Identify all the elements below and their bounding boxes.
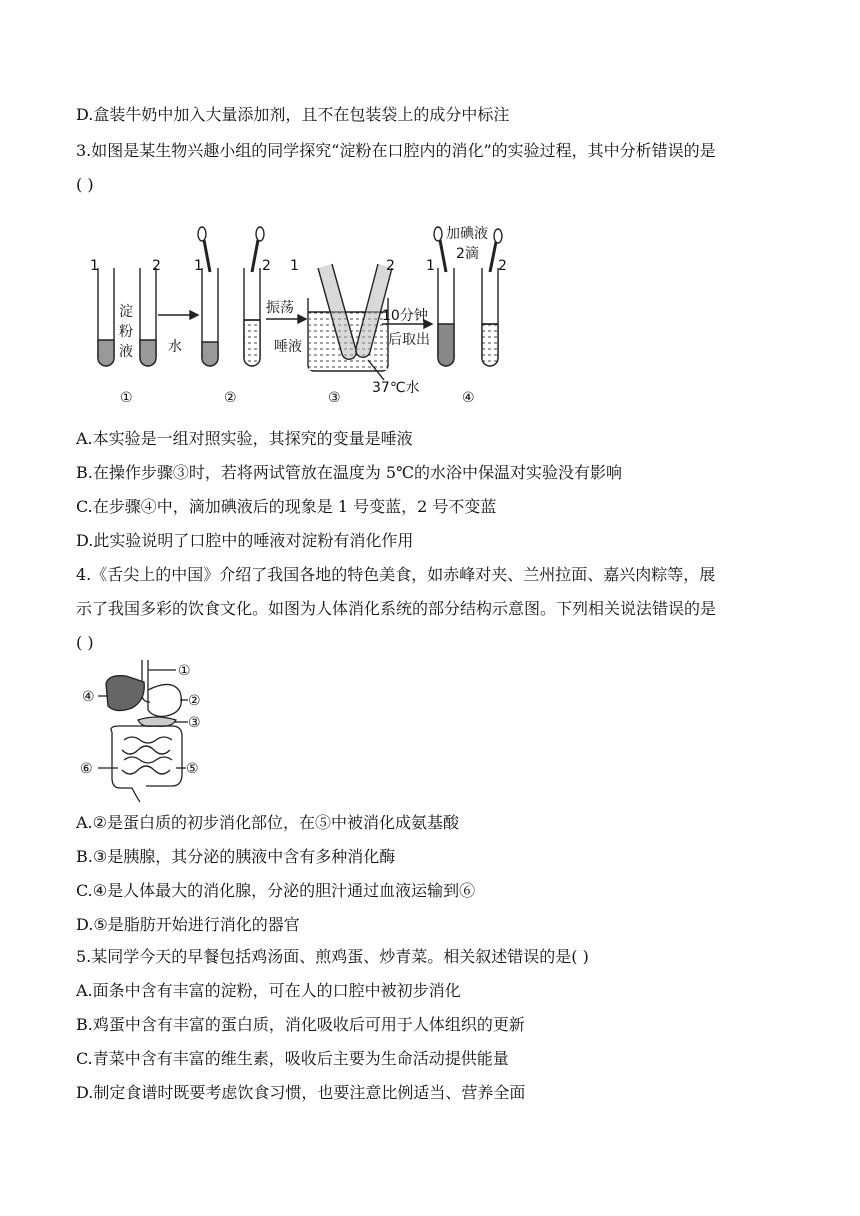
q4-stem-line1: 4.《舌尖上的中国》介绍了我国各地的特色美食，如赤峰对夹、兰州拉面、嘉兴肉粽等，展: [76, 565, 716, 584]
q3-step4-tube2: 2: [498, 258, 507, 274]
q4-label-3: ③: [188, 715, 201, 731]
q3-step2-tube2: 2: [262, 258, 271, 274]
q3-saliva-label: 唾液: [274, 339, 302, 355]
q4-option-a: A.②是蛋白质的初步消化部位，在⑤中被消化成氨基酸: [76, 813, 459, 832]
q3-step3-tube2: 2: [386, 258, 395, 274]
q3-tube-label-2: 2: [152, 258, 161, 274]
q3-stem-line2: ( ): [76, 175, 94, 194]
q3-step4-tube1: 1: [426, 258, 435, 274]
q3-iodine-label-1: 加碘液: [446, 226, 488, 242]
q3-bath-label: 37℃水: [372, 380, 420, 396]
q3-step-label-4: ④: [462, 390, 475, 406]
q3-experiment-figure: [86, 220, 526, 410]
q3-option-c: C.在步骤④中，滴加碘液后的现象是 1 号变蓝，2 号不变蓝: [76, 497, 497, 516]
q4-option-d: D.⑤是脂肪开始进行消化的器官: [76, 915, 300, 934]
q4-label-6: ⑥: [80, 761, 93, 777]
q3-shake-label: 振荡: [266, 300, 294, 316]
q3-time-label-2: 后取出: [388, 332, 430, 348]
q4-label-1: ①: [178, 663, 191, 679]
q4-stem-line3: ( ): [76, 633, 94, 652]
q3-step3-tube1: 1: [290, 258, 299, 274]
q3-step-label-1: ①: [120, 390, 133, 406]
q3-water-label: 水: [168, 339, 182, 355]
q5-option-b: B.鸡蛋中含有丰富的蛋白质，消化吸收后可用于人体组织的更新: [76, 1015, 525, 1034]
q5-option-d: D.制定食谱时既要考虑饮食习惯，也要注意比例适当、营养全面: [76, 1083, 526, 1102]
q4-digestive-system-figure: [76, 656, 216, 806]
q4-label-5: ⑤: [186, 761, 199, 777]
q3-option-a: A.本实验是一组对照实验，其探究的变量是唾液: [76, 429, 413, 448]
q3-option-d: D.此实验说明了口腔中的唾液对淀粉有消化作用: [76, 531, 414, 550]
q5-stem: 5.某同学今天的早餐包括鸡汤面、煎鸡蛋、炒青菜。相关叙述错误的是( ): [76, 947, 589, 966]
q5-option-a: A.面条中含有丰富的淀粉，可在人的口腔中被初步消化: [76, 981, 461, 1000]
q3-stem-line1: 3.如图是某生物兴趣小组的同学探究“淀粉在口腔内的消化”的实验过程，其中分析错误的是: [76, 141, 716, 160]
q4-option-c: C.④是人体最大的消化腺，分泌的胆汁通过血液运输到⑥: [76, 881, 476, 900]
q3-iodine-label-2: 2滴: [456, 246, 479, 262]
q3-tube-label-1: 1: [90, 258, 99, 274]
q4-stem-line2: 示了我国多彩的饮食文化。如图为人体消化系统的部分结构示意图。下列相关说法错误的是: [76, 599, 717, 618]
q3-step-label-3: ③: [328, 390, 341, 406]
q3-option-b: B.在操作步骤③时，若将两试管放在温度为 5℃的水浴中保温对实验没有影响: [76, 463, 623, 482]
q4-option-b: B.③是胰腺，其分泌的胰液中含有多种消化酶: [76, 847, 396, 866]
q3-starch-label-3: 液: [119, 344, 133, 360]
q4-label-4: ④: [82, 689, 95, 705]
q3-starch-label-1: 淀: [119, 304, 133, 320]
q2-option-d: D.盒装牛奶中加入大量添加剂，且不在包装袋上的成分中标注: [76, 105, 510, 124]
q3-time-label-1: 10分钟: [382, 308, 428, 324]
q3-step-label-2: ②: [224, 390, 237, 406]
q3-starch-label-2: 粉: [119, 324, 133, 340]
q4-label-2: ②: [188, 693, 201, 709]
q5-option-c: C.青菜中含有丰富的维生素，吸收后主要为生命活动提供能量: [76, 1049, 509, 1068]
q3-step2-tube1: 1: [194, 258, 203, 274]
